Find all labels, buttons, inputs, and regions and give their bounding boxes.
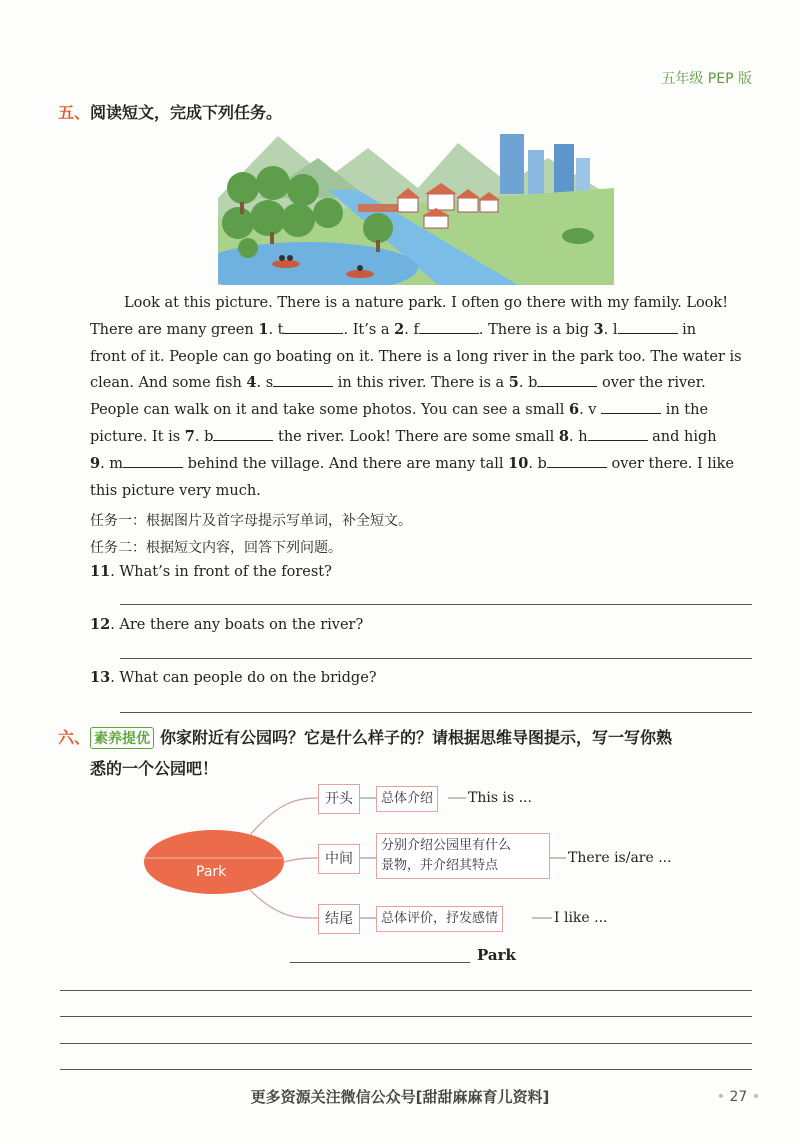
blank-number: 2 — [394, 320, 405, 338]
writing-line[interactable] — [60, 990, 752, 991]
mind-map-middle-desc — [376, 833, 550, 879]
section-6-instruction-line2: 悉的一个公园吧！ — [90, 759, 219, 778]
mind-map-branch-opening: 开头 — [318, 784, 360, 814]
literacy-badge: 素养提优 — [90, 727, 154, 749]
bridge — [358, 204, 398, 212]
grade-edition-tag: 五年级 PEP 版 — [661, 71, 752, 87]
fill-blank-3[interactable] — [618, 319, 678, 334]
section-5-instruction: 阅读短文，完成下列任务。 — [90, 103, 283, 122]
initial-letter: . f — [404, 321, 419, 338]
initial-letter: . b — [194, 428, 214, 445]
mind-map-middle-desc-line1: 分别介绍公园里有什么 — [381, 838, 512, 853]
reading-passage — [90, 290, 752, 504]
question-12 — [90, 616, 363, 633]
passage-text: in — [682, 321, 697, 338]
blank-number: 8 — [558, 427, 569, 445]
initial-letter: . m — [100, 455, 124, 472]
writing-line[interactable] — [60, 1016, 752, 1017]
task-1-instruction: 任务一：根据图片及首字母提示写单词，补全短文。 — [90, 513, 412, 529]
passage-text: behind the village. And there are many tall — [187, 455, 504, 472]
question-11 — [90, 563, 332, 580]
mind-map-center-label: Park — [196, 864, 227, 880]
passage-text: this picture very much. — [90, 482, 261, 499]
footer-promo: 更多资源关注微信公众号[甜甜麻麻育儿资料] — [250, 1088, 550, 1106]
page-number — [717, 1089, 760, 1105]
passage-text: over there. I like — [611, 455, 734, 472]
blank-number: 1 — [258, 320, 269, 338]
mind-map-ending-sentence: I like ... — [554, 910, 608, 926]
initial-letter: . b — [518, 375, 538, 392]
writing-line[interactable] — [60, 1043, 752, 1044]
passage-text: and high — [652, 428, 717, 445]
composition-title-blank[interactable] — [290, 962, 470, 963]
initial-letter: . l — [603, 321, 618, 338]
question-number: 12 — [90, 616, 111, 633]
section-5-title — [58, 100, 282, 123]
passage-text: clean. And some fish — [90, 375, 242, 392]
fill-blank-7[interactable] — [213, 426, 273, 441]
question-13 — [90, 669, 377, 686]
initial-letter: . b — [528, 455, 547, 472]
passage-text: the river. Look! There are some small — [278, 428, 555, 445]
dot-icon: • — [716, 1089, 725, 1105]
passage-text: in this river. There is a — [337, 375, 505, 392]
fill-blank-8[interactable] — [588, 426, 648, 441]
question-text: . What can people do on the bridge? — [110, 670, 377, 686]
skyscraper — [554, 144, 574, 194]
park-illustration — [218, 128, 614, 285]
park-ellipse — [144, 830, 284, 894]
mind-map-ending-desc: 总体评价，抒发感情 — [376, 906, 503, 932]
answer-line-13[interactable] — [120, 712, 752, 713]
mind-map-middle-sentence: There is/are ... — [568, 850, 672, 866]
skyscraper — [576, 158, 590, 194]
fill-blank-6[interactable] — [601, 399, 661, 414]
passage-text: . It’s a — [343, 321, 390, 338]
dot-icon: • — [751, 1089, 760, 1105]
passage-text: picture. It is — [90, 428, 181, 445]
blank-number: 7 — [184, 427, 195, 445]
question-text: . What’s in front of the forest? — [110, 564, 332, 580]
mind-map-branch-middle: 中间 — [318, 844, 360, 874]
passage-text: front of it. People can go boating on it. There is a long river in the park too. The water is — [90, 348, 742, 365]
blank-number: 6 — [568, 401, 580, 419]
mind-map-opening-desc: 总体介绍 — [376, 786, 438, 812]
passage-text: . There is a big — [478, 321, 589, 338]
initial-letter: . v — [579, 402, 597, 419]
initial-letter: . t — [268, 321, 284, 338]
section-6-number: 六、 — [58, 728, 91, 747]
fill-blank-10[interactable] — [547, 453, 607, 468]
answer-line-12[interactable] — [120, 658, 752, 659]
composition-title-suffix: Park — [477, 946, 516, 964]
mind-map-opening-sentence: This is ... — [468, 790, 532, 806]
task-2-instruction: 任务二：根据短文内容，回答下列问题。 — [90, 540, 342, 556]
question-number: 11 — [90, 563, 111, 580]
mind-map-middle-desc-line2: 景物，并介绍其特点 — [381, 858, 499, 873]
blank-number: 10 — [508, 454, 529, 472]
blank-number: 3 — [593, 320, 604, 338]
passage-text: Look at this picture. There is a nature park. I often go there with my family. Look! — [124, 295, 729, 311]
skyscraper — [500, 134, 524, 194]
page-number-value: 27 — [729, 1089, 748, 1105]
passage-text: People can walk on it and take some photos. You can see a small — [90, 402, 565, 419]
fill-blank-2[interactable] — [419, 319, 479, 334]
section-5-number: 五、 — [58, 103, 91, 122]
initial-letter: . s — [256, 375, 274, 392]
fill-blank-5[interactable] — [537, 372, 597, 387]
passage-text: in the — [665, 402, 709, 419]
mind-map-branch-ending: 结尾 — [318, 904, 360, 934]
question-number: 13 — [90, 669, 111, 686]
writing-line[interactable] — [60, 1069, 752, 1070]
section-6-instruction-line1: 你家附近有公园吗？它是什么样子的？请根据思维导图提示，写一写你熟 — [160, 728, 673, 747]
blank-number: 4 — [246, 374, 257, 392]
fill-blank-1[interactable] — [283, 319, 343, 334]
blank-number: 5 — [508, 374, 519, 392]
blank-number: 9 — [90, 454, 101, 472]
fill-blank-9[interactable] — [123, 453, 183, 468]
answer-line-11[interactable] — [120, 604, 752, 605]
initial-letter: . h — [568, 428, 588, 445]
question-text: . Are there any boats on the river? — [110, 617, 364, 633]
section-6-title — [58, 725, 672, 749]
passage-text: over the river. — [602, 375, 706, 392]
passage-text: There are many green — [90, 321, 254, 338]
skyscraper — [528, 150, 544, 194]
fill-blank-4[interactable] — [273, 372, 333, 387]
